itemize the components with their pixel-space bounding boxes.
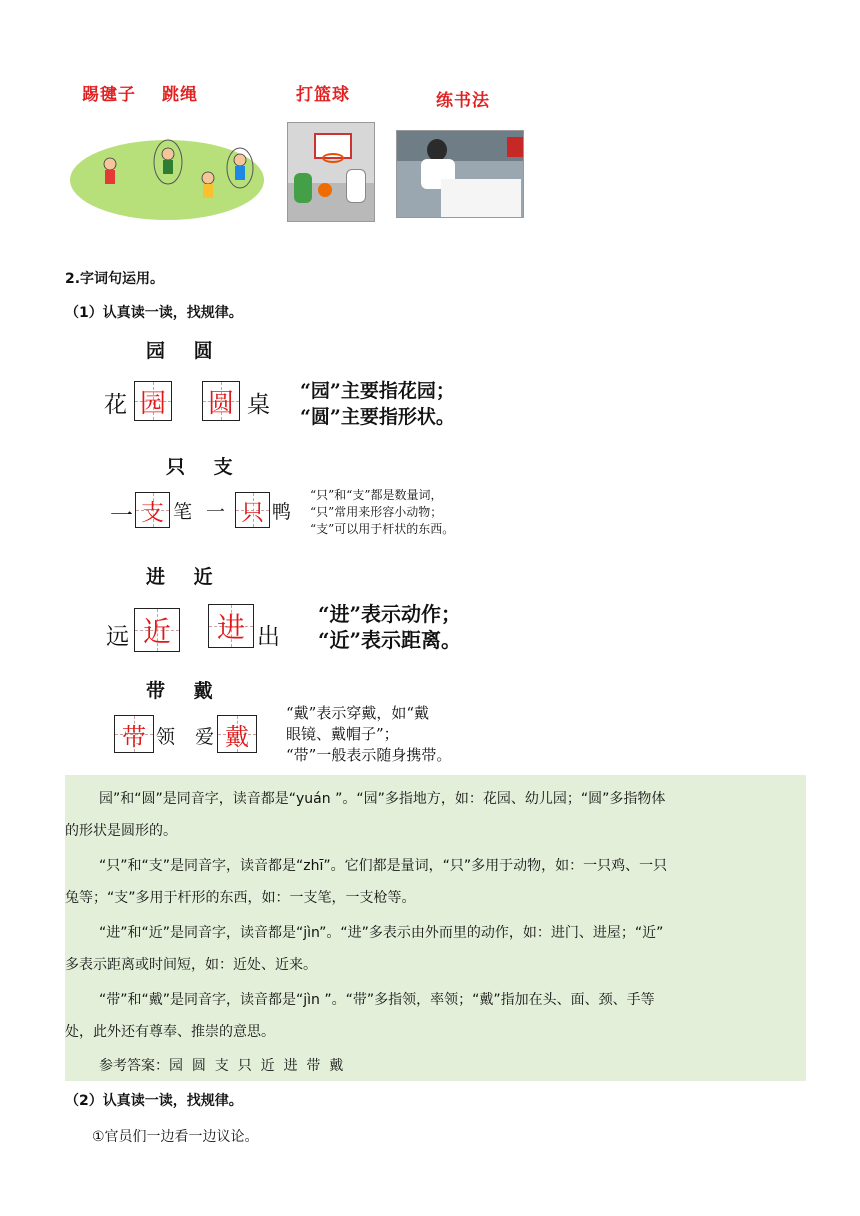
answer-reference: 参考答案：园 圆 支 只 近 进 带 戴	[99, 1058, 344, 1074]
calligraphy-photo	[396, 130, 524, 218]
group2-explain-2: “只”常用来形容小动物；	[310, 505, 443, 519]
basketball-illustration	[287, 122, 375, 222]
sentence-1: ①官员们一边看一边议论。	[92, 1129, 259, 1145]
group1-pair: 园 圆	[146, 340, 213, 362]
answer-p2-line2: 兔等；“支”多用于杆形的东西，如：一支笔，一支枪等。	[65, 890, 416, 906]
group1-explain-1: “园”主要指花园；	[300, 380, 455, 402]
answer-p4-line1: “带”和“戴”是同音字，读音都是“jìn ”。“带”多指领，率领；“戴”指加在头、面、颈、手等	[99, 992, 655, 1008]
group3-box2: 进	[208, 604, 254, 648]
section-title: 2.字词句运用。	[65, 271, 165, 287]
group2-explain-3: “支”可以用于杆状的东西。	[310, 522, 455, 536]
answer-p3-line2: 多表示距离或时间短，如：近处、近来。	[65, 957, 317, 973]
group4-explain-1: “戴”表示穿戴，如“戴	[286, 704, 430, 722]
group3-explain-2: “近”表示距离。	[318, 628, 462, 652]
group1-box2: 圆	[202, 381, 240, 421]
part2-title: （2）认真读一读，找规律。	[65, 1093, 243, 1109]
group3-explain-1: “进”表示动作；	[318, 602, 462, 626]
answer-p3-line1: “进”和“近”是同音字，读音都是“jìn”。“进”多表示由外而里的动作，如：进门、进屋；“近”	[99, 925, 664, 941]
label-tiaosheng: 跳绳	[162, 85, 198, 105]
group4-explain-3: “带”一般表示随身携带。	[286, 746, 452, 764]
answer-block	[65, 775, 806, 1081]
group3-pair: 进 近	[146, 566, 213, 588]
answer-p2-line1: “只”和“支”是同音字，读音都是“zhī”。它们都是量词，“只”多用于动物，如：一只鸡、一只	[99, 858, 668, 874]
group2-right-char: 鸭	[272, 501, 292, 523]
group2-box1: 支	[135, 492, 170, 528]
answer-p1-line1: 园”和“圆”是同音字，读音都是“yuán ”。“园”多指地方，如：花园、幼儿园；“圆”多指物体	[99, 791, 666, 807]
label-calligraphy: 练书法	[436, 91, 490, 111]
group4-pair: 带 戴	[146, 680, 213, 702]
group1-left-char: 花	[104, 392, 127, 418]
group3-box1: 近	[134, 608, 180, 652]
group3-left-char: 远	[106, 624, 129, 650]
group2-box2: 只	[235, 492, 270, 528]
group1-box1: 园	[134, 381, 172, 421]
group1-right-char: 桌	[247, 392, 270, 418]
group4-explain-2: 眼镜、戴帽子”；	[286, 725, 399, 743]
group3-right-char: 出	[257, 624, 280, 650]
children-playing-illustration	[90, 134, 260, 214]
answer-p1-line2: 的形状是圆形的。	[65, 823, 177, 839]
part1-title: （1）认真读一读，找规律。	[65, 305, 243, 321]
label-jianzi: 踢毽子	[82, 85, 136, 105]
group2-explain-1: “只”和“支”都是数量词，	[310, 488, 443, 502]
label-basketball: 打篮球	[296, 85, 350, 105]
group4-mid-text: 领 爱	[156, 726, 215, 748]
group4-box1: 带	[114, 715, 154, 753]
group4-box2: 戴	[217, 715, 257, 753]
group2-left-char: 一	[110, 503, 133, 529]
answer-p4-line2: 处，此外还有尊奉、推崇的意思。	[65, 1024, 275, 1040]
group2-mid-text: 笔 一	[173, 501, 226, 523]
group1-explain-2: “圆”主要指形状。	[300, 406, 455, 428]
group2-pair: 只 支	[166, 456, 233, 478]
